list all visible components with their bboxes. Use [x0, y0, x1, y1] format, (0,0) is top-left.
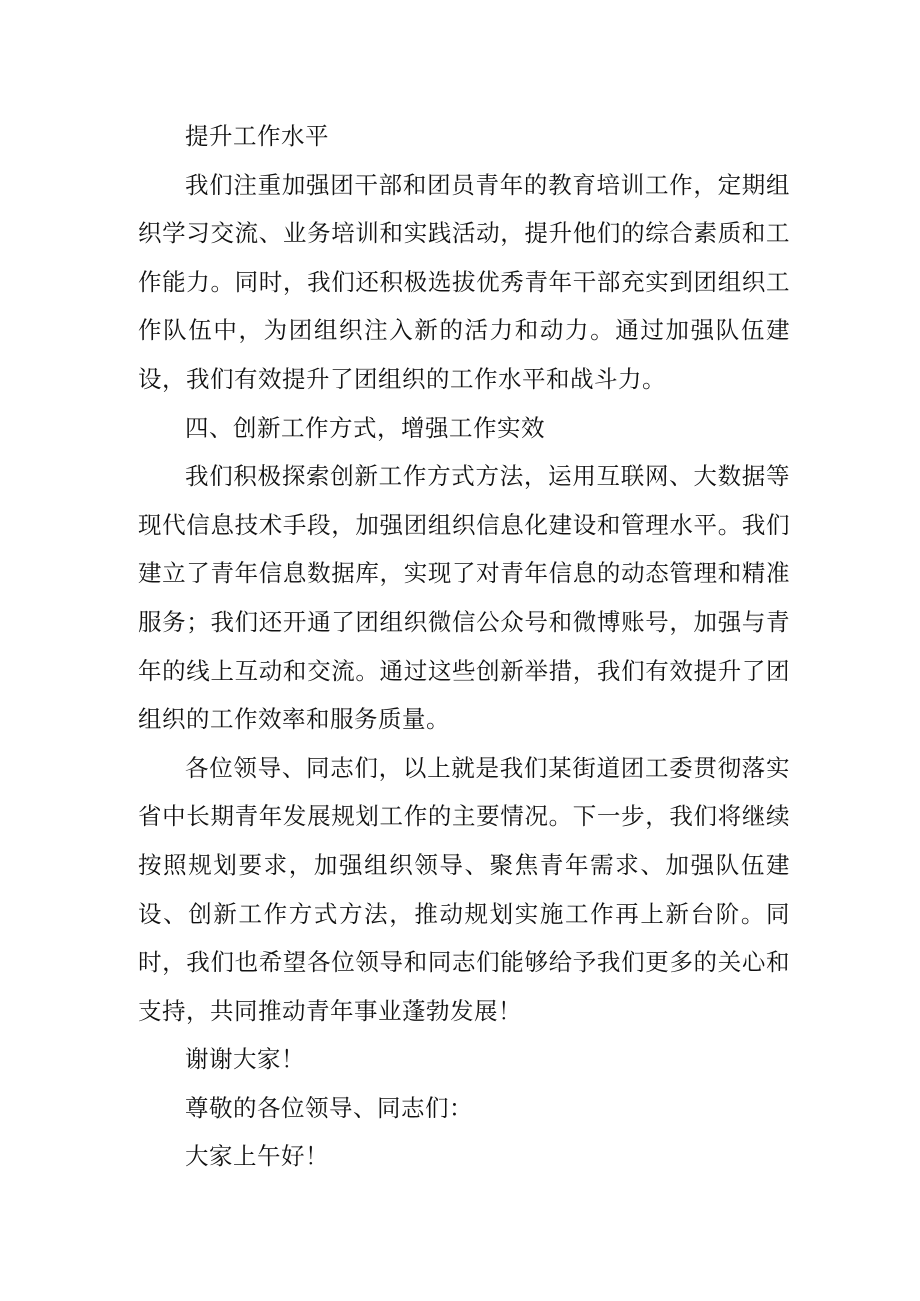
paragraph-heading-fragment: 提升工作水平: [185, 122, 329, 150]
paragraph-innovation: 我们积极探索创新工作方式方法，运用互联网、大数据等现代信息技术手段，加强团组织信息化建设和管理水平。我们建立了青年信息数据库，实现了对青年信息的动态管理和精准服务；我们还开通了团组织微信公众号和微博账号，加强与青年的线上互动和交流。通过这些创新举措，我们有效提升了团组织的工作效率和服务质量。: [138, 462, 790, 734]
section-heading-innovation: 四、创新工作方式，增强工作实效: [185, 413, 545, 442]
paragraph-team-building: 我们注重加强团干部和团员青年的教育培训工作，定期组织学习交流、业务培训和实践活动，提升他们的综合素质和工作能力。同时，我们还积极选拔优秀青年干部充实到团组织工作队伍中，为团组织注入新的活力和动力。通过加强队伍建设，我们有效提升了团组织的工作水平和战斗力。: [138, 170, 790, 393]
document-body: [138, 112, 790, 1181]
paragraph-summary: 各位领导、同志们，以上就是我们某街道团工委贯彻落实省中长期青年发展规划工作的主要情况。下一步，我们将继续按照规划要求，加强组织领导、聚焦青年需求、加强队伍建设、创新工作方式方法，推动规划实施工作再上新台阶。同时，我们也希望各位领导和同志们能够给予我们更多的关心和支持，共同推动青年事业蓬勃发展！: [138, 753, 790, 1025]
paragraph-thanks: 谢谢大家！: [185, 1045, 305, 1074]
paragraph-greeting: 大家上午好！: [185, 1142, 329, 1171]
paragraph-salutation: 尊敬的各位领导、同志们：: [185, 1093, 473, 1122]
